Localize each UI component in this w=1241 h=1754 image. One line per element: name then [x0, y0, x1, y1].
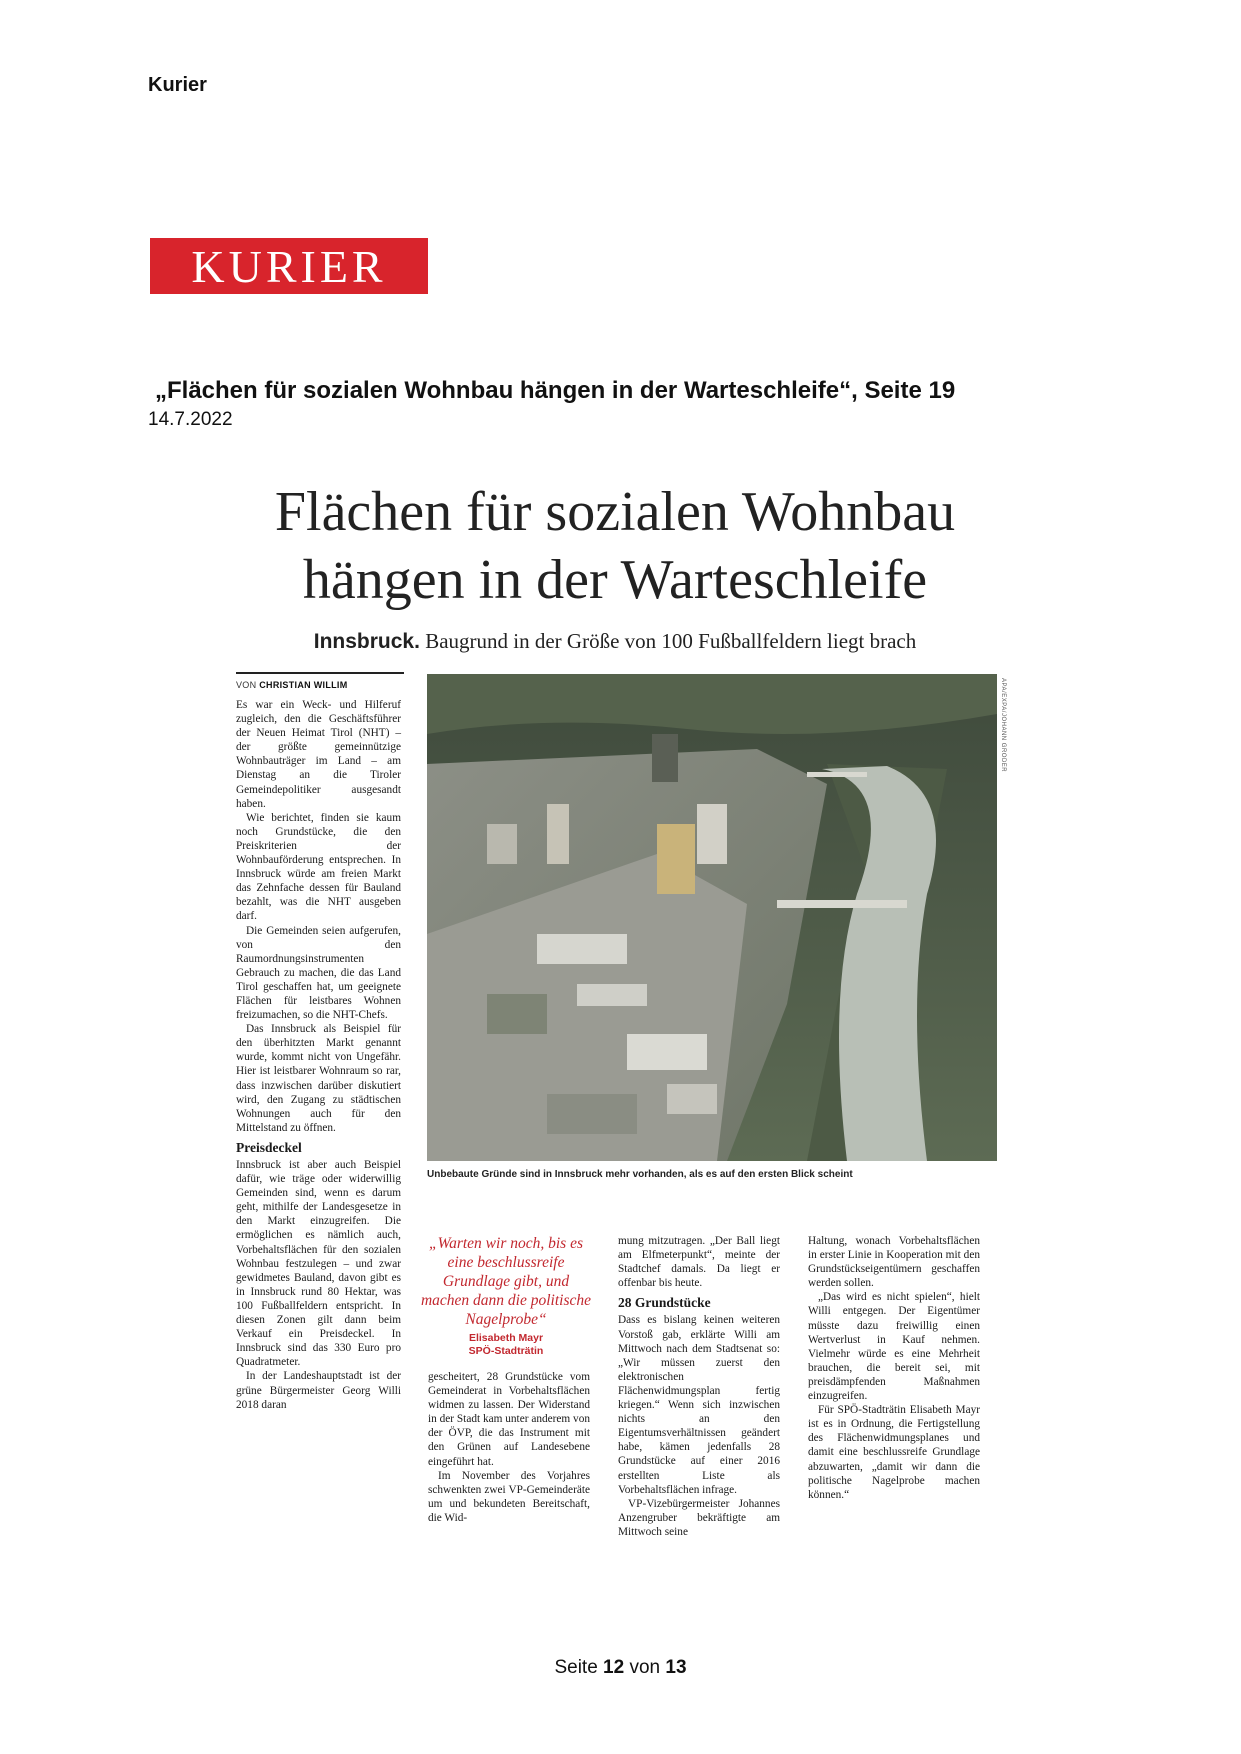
photo-illustration	[427, 674, 997, 1161]
paragraph: Die Gemeinden seien aufgerufen, von den Raumordnungsinstrumenten Gebrauch zu machen, die das Land Tirol geschaffen hat, um geeignete Flächen für leistbares Wohnen freizumachen, so die NHT-Chefs.	[236, 924, 401, 1022]
column-3	[618, 1234, 780, 1539]
subhead-28-grundstuecke: 28 Grundstücke	[618, 1295, 711, 1311]
column-2	[428, 1370, 590, 1525]
paragraph: „Das wird es nicht spielen“, hielt Willi entgegen. Der Eigentümer müsste dazu freiwillig einen Wertverlust in Kauf nehmen. Vielmehr würde es eine Mehrheit brauchen, die bereit sei, mit preisdämpfenden Maßnahmen einzugreifen.	[808, 1291, 980, 1403]
newspaper-clipping	[230, 478, 1006, 1588]
footer-current-page: 12	[603, 1657, 625, 1678]
subhead-preisdeckel: Preisdeckel	[236, 1139, 302, 1155]
subline-place: Innsbruck.	[313, 630, 420, 653]
pull-quote-author	[420, 1332, 592, 1358]
quote-author-role: SPÖ-Stadträtin	[468, 1345, 544, 1357]
paragraph: Für SPÖ-Stadträtin Elisabeth Mayr ist es in Ordnung, die Fertigstellung des Flächenwidmungsplanes und damit eine beschlussreife Grundlage abzuwarten, „damit wir dann die politische Nagelprobe machen können.“	[808, 1404, 980, 1501]
paragraph: VP-Vizebürgermeister Johannes Anzengruber bekräftigte am Mittwoch seine	[618, 1497, 780, 1538]
pull-quote-text: „Warten wir noch, bis es eine beschlussreife Grundlage gibt, und machen dann die politische Nagelprobe“	[420, 1235, 592, 1328]
footer-total-pages: 13	[665, 1657, 687, 1678]
quote-author-name: Elisabeth Mayr	[468, 1332, 544, 1344]
pull-quote	[420, 1234, 592, 1358]
paragraph: Es war ein Weck- und Hilferuf zugleich, den die Geschäftsführer der Neuen Heimat Tirol (NHT) – der größte gemeinnützige Wohnbauträger im Land – am Dienstag an die Tiroler Gemeindepolitiker ausgesandt haben.	[236, 699, 401, 810]
byline-prefix: VON	[236, 680, 257, 690]
subheadline	[230, 629, 1000, 654]
footer-prefix: Seite	[554, 1657, 598, 1678]
headline-line-2: hängen in der Warteschleife	[302, 549, 928, 611]
column-1	[236, 698, 401, 1412]
paragraph: gescheitert, 28 Grundstücke vom Gemeinderat in Vorbehaltsflächen widmen zu lassen. Der Widerstand in der Stadt kam unter anderem von der ÖVP, die das Instrument mit den Grünen auf Landesebene eingeführt hat.	[428, 1371, 590, 1468]
article-reference-title: „Flächen für sozialen Wohnbau hängen in der Warteschleife“, Seite 19	[155, 377, 956, 404]
page-footer	[0, 1657, 1241, 1679]
paragraph: Dass es bislang keinen weiteren Vorstoß gab, erklärte Willi am Mittwoch nach dem Stadtsenat so: „Wir müssen zuerst den elektronischen Flächenwidmungsplan fertig kriegen.“ Wenn sich inzwischen nichts an den Eigentumsverhältnissen geändert habe, kämen jedenfalls 28 Grundstücke auf einer 2016 erstellten Liste als Vorbehaltsflächen infrage.	[618, 1314, 780, 1496]
column-4	[808, 1234, 980, 1502]
photo-caption: Unbebaute Gründe sind in Innsbruck mehr vorhanden, als es auf den ersten Blick scheint	[427, 1169, 853, 1180]
photo-credit: APA/EXPA/JOHANN GRODER	[1000, 678, 1006, 773]
article-date: 14.7.2022	[148, 409, 233, 430]
source-label: Kurier	[148, 74, 207, 96]
byline-rule	[236, 672, 404, 674]
headline-line-1: Flächen für sozialen Wohnbau	[274, 481, 956, 543]
byline-author: CHRISTIAN WILLIM	[259, 680, 348, 690]
headline	[230, 478, 1000, 614]
paragraph: Wie berichtet, finden sie kaum noch Grundstücke, die den Preiskriterien der Wohnbauförderung entsprechen. In Innsbruck würde am freien Markt das Zehnfache dessen für Bauland bezahlt, was die NHT ausgeben darf.	[236, 811, 401, 923]
kurier-logo: KURIER	[150, 238, 428, 294]
innsbruck-aerial-photo	[427, 674, 997, 1161]
paragraph: Innsbruck ist aber auch Beispiel dafür, wie träge oder widerwillig Gemeinden sind, wenn es darum geht, mithilfe der Landesgesetze in den Markt einzugreifen. Die ermöglichen es nämlich auch, Vorbehaltsflächen für den sozialen Wohnbau festzulegen – und zwar gewidmetes Bauland, davon gibt es in Innsbruck rund 80 Hektar, was 100 Fußballfeldern entspricht. In diesen Zonen gilt dann beim Verkauf ein Preisdeckel. In Innsbruck sind das 330 Euro pro Quadratmeter.	[236, 1159, 401, 1369]
paragraph: In der Landeshauptstadt ist der grüne Bürgermeister Georg Willi 2018 daran	[236, 1370, 401, 1411]
footer-middle: von	[629, 1657, 661, 1678]
paragraph: Das Innsbruck als Beispiel für den überhitzten Markt genannt wurde, kommt nicht von Ungefähr. Hier ist leistbarer Wohnraum so rar, dass inzwischen darüber diskutiert wird, den Zugang zu städtischen Wohnungen auch für den Mittelstand zu öffnen.	[236, 1023, 401, 1134]
paragraph: mung mitzutragen. „Der Ball liegt am Elfmeterpunkt“, meinte der Stadtchef damals. Da liegt er offenbar bis heute.	[618, 1235, 780, 1290]
byline	[236, 680, 348, 690]
paragraph: Haltung, wonach Vorbehaltsflächen in erster Linie in Kooperation mit den Grundstückseigentümern geschaffen werden sollen.	[808, 1235, 980, 1290]
paragraph: Im November des Vorjahres schwenkten zwei VP-Gemeinderäte um und bekundeten Bereitschaft, die Wid-	[428, 1469, 590, 1524]
subline-text: Baugrund in der Größe von 100 Fußballfeldern liegt brach	[425, 629, 917, 653]
